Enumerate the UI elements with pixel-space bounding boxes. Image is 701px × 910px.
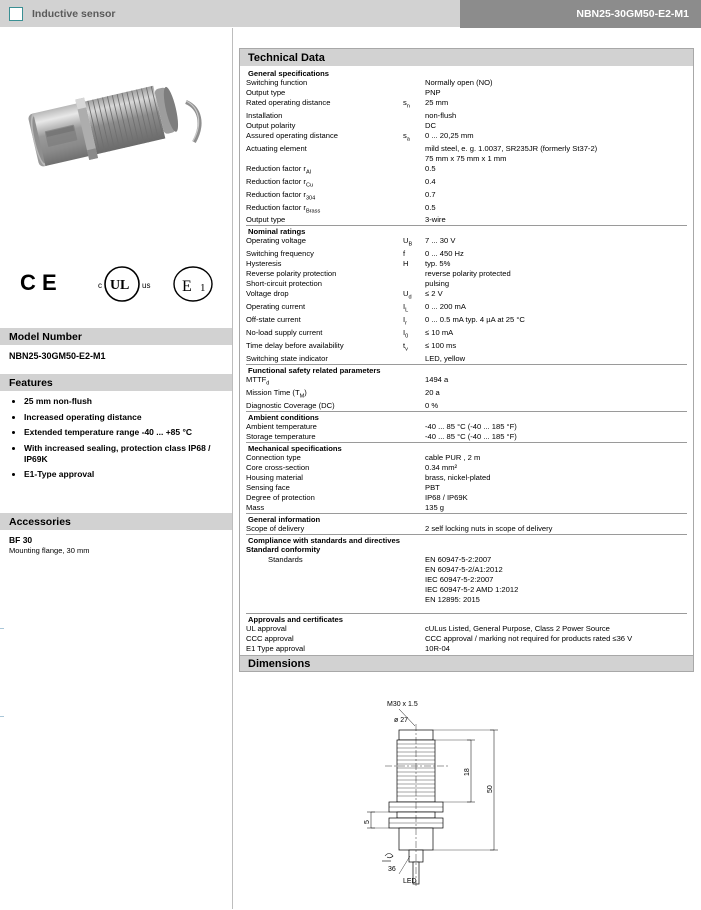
accessories-section	[0, 513, 232, 555]
table-row: Installation non-flush	[246, 110, 457, 120]
specs-table	[246, 236, 687, 363]
table-row: EN 60947-5-2/A1:2012	[425, 564, 503, 574]
model-number-value: NBN25-30GM50-E2-M1	[9, 351, 106, 361]
table-row: $MTTF_d$ 1494 a	[246, 374, 449, 387]
table-row: Scope of delivery 2 self locking nuts in scope of delivery	[246, 523, 553, 533]
group-title: General information	[246, 513, 687, 524]
table-row: Mass 135 g	[246, 502, 445, 512]
table-row: Reduction factor $r_{304}$ 0.7	[246, 189, 436, 202]
table-row: 75 mm x 75 mm x 1 mm	[425, 153, 507, 163]
table-row: E1 Type approval 10R-04	[246, 643, 450, 653]
table-row: CCC approval CCC approval / marking not required for products rated ≤36 V	[246, 633, 633, 643]
features-section-title: Features	[0, 374, 232, 391]
model-number-section-title: Model Number	[0, 328, 232, 345]
table-row: Connection type cable PUR , 2 m	[246, 452, 481, 462]
table-row: Output polarity DC	[246, 120, 436, 130]
table-row: Core cross-section 0.34 mm²	[246, 462, 458, 472]
technical-data-title: Technical Data	[240, 49, 693, 66]
group-title: Ambient conditions	[246, 411, 687, 422]
table-row: Off-state current $I_r$ 0 ... 0.5 mA typ. 4 µA at 25 °C	[246, 315, 525, 327]
group-title: Functional safety related parameters	[246, 364, 687, 375]
table-row: Rated operating distance $s_n$ 25 mm	[246, 98, 449, 110]
table-row: Ambient temperature -40 ... 85 °C (-40 ... 185 °F)	[246, 421, 517, 431]
specs-table	[246, 624, 687, 654]
right-column	[232, 28, 701, 909]
dimensions-drawing	[239, 678, 694, 908]
table-row: Voltage drop $U_d$ ≤ 2 V	[246, 289, 443, 301]
svg-text:E: E	[42, 270, 57, 295]
svg-text:E: E	[182, 278, 192, 295]
list-item: • 25 mm non-flush	[24, 396, 224, 407]
table-row: Switching state indicator LED, yellow	[246, 353, 466, 363]
table-row: Output type 3-wire	[246, 215, 446, 225]
list-item: • Extended temperature range -40 ... +85 °C	[24, 427, 224, 438]
header-model-number: NBN25-30GM50-E2-M1	[576, 8, 689, 20]
technical-data-body	[240, 66, 693, 658]
svg-text:LED: LED	[403, 878, 417, 885]
inductive-sensor-photo	[18, 68, 213, 228]
table-row: Reverse polarity protection reverse polarity protected	[246, 269, 511, 279]
sensor-square-icon	[9, 7, 23, 21]
svg-text:50: 50	[487, 785, 494, 793]
svg-text:L: L	[120, 278, 130, 293]
table-row: Mission Time $(T_M)$ 20 a	[246, 387, 440, 400]
svg-text:us: us	[142, 281, 151, 290]
table-row: No-load supply current $I_0$ ≤ 10 mA	[246, 328, 454, 340]
svg-text:36: 36	[388, 866, 396, 873]
table-row: Actuating element mild steel, e. g. 1.0037, SR235JR (formerly St37-2)	[246, 143, 598, 153]
svg-text:c: c	[98, 281, 102, 290]
features-list	[0, 396, 232, 480]
svg-text:ø 27: ø 27	[394, 717, 409, 724]
svg-text:5: 5	[364, 820, 371, 824]
accessory-description: Mounting flange, 30 mm	[9, 546, 90, 555]
specs-table	[246, 453, 687, 513]
svg-text:U: U	[110, 278, 121, 293]
page-header	[0, 0, 701, 28]
table-row: IEC 60947-5-2:2007	[425, 574, 494, 584]
table-row: UL approval cULus Listed, General Purpose, Class 2 Power Source	[246, 623, 610, 633]
group-title: General specifications	[248, 69, 330, 78]
table-row: Diagnostic Coverage (DC) 0 %	[246, 400, 439, 410]
table-row: Operating voltage $U_B$ 7 ... 30 V	[246, 236, 456, 248]
edge-artifact	[0, 628, 4, 629]
specs-table	[246, 524, 687, 534]
table-row: IEC 60947-5-2 AMD 1:2012	[425, 584, 519, 594]
accessories-section-title: Accessories	[0, 513, 232, 530]
table-row: Reduction factor $r_{Brass}$ 0.5	[246, 202, 436, 215]
left-column	[0, 28, 232, 909]
model-number-section	[0, 328, 232, 361]
svg-text:M30 x 1.5: M30 x 1.5	[387, 701, 418, 708]
table-row: Time delay before availability $t_v$ ≤ 100 ms	[246, 340, 457, 353]
specs-table	[246, 545, 687, 605]
table-row: Output type PNP	[246, 88, 441, 98]
specs-table	[246, 78, 687, 225]
svg-text:1: 1	[200, 282, 206, 294]
specs-table	[246, 422, 687, 442]
table-row: Hysteresis H typ. 5%	[246, 259, 451, 269]
approval-marks	[18, 258, 218, 313]
table-row: EN 12895: 2015	[425, 594, 480, 604]
table-row: Switching function Normally open (NO)	[246, 78, 493, 87]
table-row: Housing material brass, nickel-plated	[246, 472, 491, 482]
list-item: • E1-Type approval	[24, 469, 224, 480]
table-row: Assured operating distance $s_a$ 0 ... 20,25 mm	[246, 130, 474, 143]
technical-data-panel	[239, 48, 694, 659]
edge-artifact	[0, 716, 4, 717]
table-row: Operating current $I_L$ 0 ... 200 mA	[246, 302, 466, 314]
page-title: Inductive sensor	[32, 8, 116, 20]
group-title: Nominal ratings	[246, 225, 687, 236]
table-row: Reduction factor $r_{Al}$ 0.5	[246, 163, 436, 176]
table-row: Standard conformity	[246, 544, 321, 554]
features-section	[0, 374, 232, 485]
table-row: Degree of protection IP68 / IP69K	[246, 492, 468, 502]
header-right	[460, 0, 701, 28]
header-left	[0, 0, 460, 28]
table-row: Switching frequency f 0 ... 450 Hz	[246, 249, 464, 259]
table-row: Sensing face PBT	[246, 482, 440, 492]
accessory-name: BF 30	[9, 535, 33, 545]
svg-text:C: C	[20, 270, 36, 295]
svg-text:18: 18	[464, 768, 471, 776]
group-title: Mechanical specifications	[246, 442, 687, 453]
group-title: Compliance with standards and directives	[246, 534, 687, 545]
dimensions-title: Dimensions	[239, 655, 694, 672]
list-item: • With increased sealing, protection class IP68 / IP69K	[24, 443, 224, 464]
table-row: Reduction factor $r_{Cu}$ 0.4	[246, 176, 436, 189]
table-row: Storage temperature -40 ... 85 °C (-40 ... 185 °F)	[246, 431, 517, 441]
table-row: Short-circuit protection pulsing	[246, 279, 450, 289]
group-title: Approvals and certificates	[246, 613, 687, 624]
list-item: • Increased operating distance	[24, 412, 224, 423]
specs-table	[246, 375, 687, 411]
table-row: Standards EN 60947-5-2:2007	[268, 554, 492, 564]
